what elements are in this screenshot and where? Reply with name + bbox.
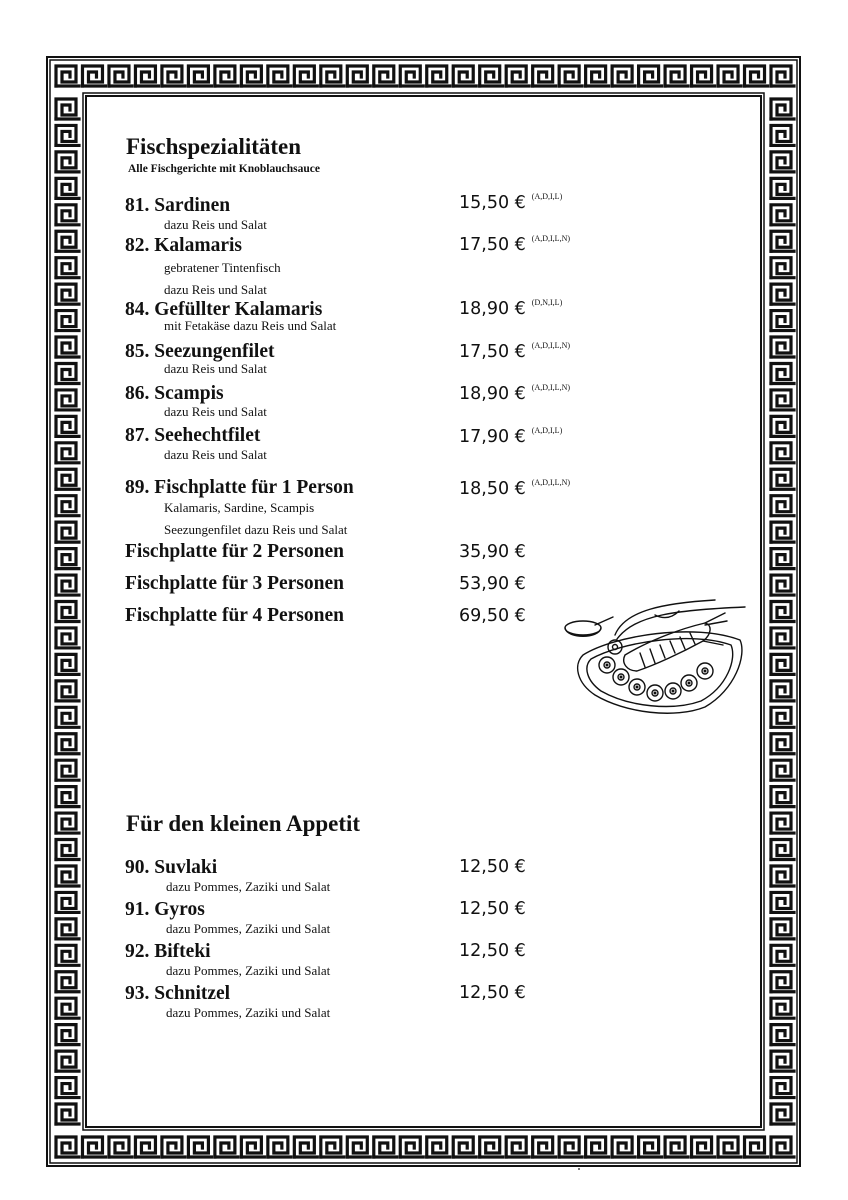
item-price-group (459, 235, 570, 255)
item-description: dazu Pommes, Zaziki und Salat (166, 1005, 331, 1020)
seafood-platter-illustration (555, 595, 750, 720)
item-price-group (459, 427, 562, 447)
item-name: 90. Suvlaki (125, 857, 218, 878)
item-name: 93. Schnitzel (125, 983, 231, 1004)
item-price: 18,90 € (459, 299, 526, 319)
item-price-group (459, 384, 570, 404)
item-description: Seezungenfilet dazu Reis und Salat (164, 522, 348, 537)
item-price: 17,50 € (459, 342, 526, 362)
item-description: dazu Reis und Salat (164, 217, 267, 232)
item-name: Fischplatte für 2 Personen (125, 541, 344, 562)
item-price: 12,50 € (459, 983, 526, 1003)
item-description: dazu Pommes, Zaziki und Salat (166, 963, 331, 978)
scan-speck (578, 1168, 580, 1170)
item-price: 12,50 € (459, 899, 526, 919)
item-price: 12,50 € (459, 857, 526, 877)
fish-section-title: Fischspezialitäten (126, 134, 302, 159)
item-description: dazu Reis und Salat (164, 282, 267, 297)
item-name: 81. Sardinen (125, 195, 231, 216)
item-name: Fischplatte für 4 Personen (125, 605, 344, 626)
allergen-codes: (A,D,I,L,N) (531, 234, 571, 243)
item-price: 12,50 € (459, 941, 526, 961)
item-price-group (459, 479, 570, 499)
item-price-group (459, 299, 562, 319)
allergen-codes: (A,D,I,L) (531, 426, 563, 435)
item-price: 17,50 € (459, 235, 526, 255)
fish-section-subtitle: Alle Fischgerichte mit Knoblauchsauce (128, 163, 320, 175)
item-description: dazu Reis und Salat (164, 361, 267, 376)
item-description: dazu Pommes, Zaziki und Salat (166, 921, 331, 936)
item-price: 69,50 € (459, 606, 526, 626)
allergen-codes: (A,D,I,L) (531, 192, 563, 201)
item-name: Fischplatte für 3 Personen (125, 573, 344, 594)
item-name: 86. Scampis (125, 383, 224, 404)
allergen-codes: (D,N,I,L) (531, 298, 563, 307)
item-name: 84. Gefüllter Kalamaris (125, 299, 323, 320)
item-price-group (459, 193, 562, 213)
item-price: 15,50 € (459, 193, 526, 213)
allergen-codes: (A,D,I,L,N) (531, 341, 571, 350)
item-name: 85. Seezungenfilet (125, 341, 275, 362)
item-description: Kalamaris, Sardine, Scampis (164, 500, 315, 515)
allergen-codes: (A,D,I,L,N) (531, 478, 571, 487)
item-name: 92. Bifteki (125, 941, 211, 962)
item-name: 82. Kalamaris (125, 235, 242, 256)
item-price: 18,90 € (459, 384, 526, 404)
item-description: mit Fetakäse dazu Reis und Salat (164, 318, 337, 333)
allergen-codes: (A,D,I,L,N) (531, 383, 571, 392)
appetit-section-title: Für den kleinen Appetit (126, 811, 361, 836)
item-price-group (459, 342, 570, 362)
item-description: gebratener Tintenfisch (164, 260, 281, 275)
item-price: 18,50 € (459, 479, 526, 499)
item-name: 91. Gyros (125, 899, 205, 920)
item-price: 35,90 € (459, 542, 526, 562)
item-description: dazu Reis und Salat (164, 447, 267, 462)
item-description: dazu Reis und Salat (164, 404, 267, 419)
item-price: 53,90 € (459, 574, 526, 594)
item-name: 87. Seehechtfilet (125, 425, 261, 446)
item-name: 89. Fischplatte für 1 Person (125, 477, 354, 498)
item-price: 17,90 € (459, 427, 526, 447)
item-description: dazu Pommes, Zaziki und Salat (166, 879, 331, 894)
